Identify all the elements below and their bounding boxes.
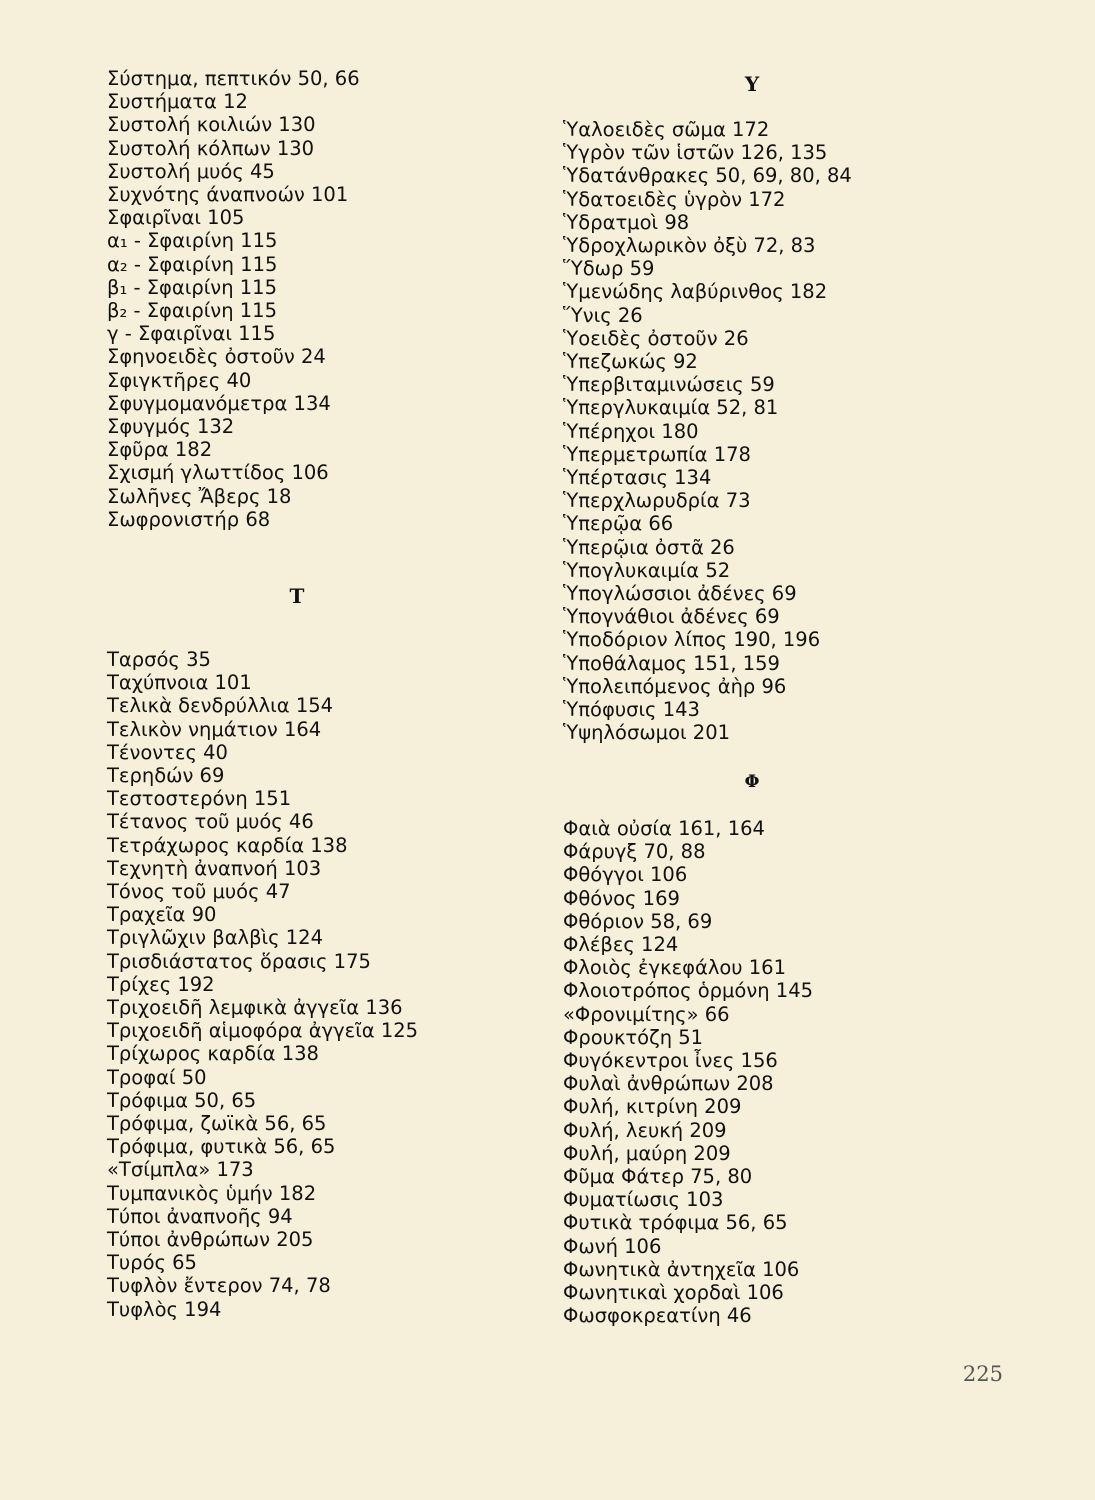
index-entry: Ὑδρατμοὶ 98	[563, 210, 690, 234]
index-entry: Ὑοειδὲς ὀστοῦν 26	[563, 326, 749, 350]
index-entry: Ὑπογλυκαιμία 52	[563, 558, 731, 582]
index-entry: Φωσφοκρεατίνη 46	[563, 1304, 752, 1328]
index-entry: Φάρυγξ 70, 88	[563, 840, 706, 864]
index-entry: Τεχνητὴ ἀναπνοή 103	[107, 856, 322, 880]
index-entry: Τυρός 65	[107, 1251, 197, 1275]
index-entry: Σωλῆνες Ἄβερς 18	[107, 484, 292, 508]
index-entry: Φωνητικαὶ χορδαὶ 106	[563, 1281, 784, 1305]
index-entry: Συστήματα 12	[107, 90, 248, 114]
index-list-y	[563, 118, 852, 744]
index-entry: Ὑγρὸν τῶν ἱστῶν 126, 135	[563, 141, 828, 165]
index-entry: Τερηδών 69	[107, 764, 225, 788]
index-entry: Σφηνοειδὲς ὀστοῦν 24	[107, 345, 326, 369]
section-heading-f: Φ	[744, 772, 760, 792]
index-entry: α₂ - Σφαιρίνη 115	[107, 252, 278, 276]
index-entry: α₁ - Σφαιρίνη 115	[107, 229, 278, 253]
index-entry: Φλοιὸς ἐγκεφάλου 161	[563, 956, 786, 980]
index-list-t	[107, 648, 418, 1321]
index-entry: Τέτανος τοῦ μυός 46	[107, 810, 314, 834]
index-entry: Ὑπερχλωρυδρία 73	[563, 489, 751, 513]
index-entry: Τόνος τοῦ μυός 47	[107, 880, 291, 904]
index-entry: Συστολή μυός 45	[107, 159, 275, 183]
index-entry: Ὑπερῷα 66	[563, 512, 674, 536]
index-entry: Τεστοστερόνη 151	[107, 787, 292, 811]
index-entry: Σφαιρῖναι 105	[107, 206, 245, 230]
index-entry: Τρόφιμα, φυτικὰ 56, 65	[107, 1135, 336, 1159]
index-entry: Τρόφιμα 50, 65	[107, 1088, 257, 1112]
index-entry: Ὑψηλόσωμοι 201	[563, 721, 731, 745]
index-entry: γ - Σφαιρῖναι 115	[107, 322, 276, 346]
index-entry: Φρουκτόζη 51	[563, 1025, 704, 1049]
page-number: 225	[962, 1362, 1003, 1386]
index-entry: β₂ - Σφαιρίνη 115	[107, 299, 277, 323]
index-entry: Τρισδιάστατος ὅρασις 175	[107, 949, 371, 973]
section-heading-y: Υ	[744, 72, 760, 96]
index-entry: Συστολή κοιλιών 130	[107, 113, 316, 137]
index-entry: Ταχύπνοια 101	[107, 671, 252, 695]
index-entry: Σφιγκτῆρες 40	[107, 368, 252, 392]
index-entry: «Φρονιμίτης» 66	[563, 1002, 730, 1026]
index-entry: Ταρσός 35	[107, 648, 211, 671]
index-entry: Φωνητικὰ ἀντηχεῖα 106	[563, 1257, 800, 1281]
index-entry: Ὑπολειπόμενος ἀὴρ 96	[563, 674, 787, 698]
index-entry: Φθόριον 58, 69	[563, 909, 713, 933]
index-entry: Τριχοειδῆ αἱμοφόρα ἀγγεῖα 125	[107, 1019, 419, 1043]
index-entry: Ὑπέρτασις 134	[563, 466, 712, 490]
index-entry: Φυματίωσις 103	[563, 1188, 724, 1212]
index-list-s	[107, 67, 360, 531]
index-entry: Φθόγγοι 106	[563, 863, 688, 887]
index-entry: Τελικὸν νημάτιον 164	[107, 717, 322, 741]
index-entry: Τροφαί 50	[107, 1065, 207, 1089]
index-entry: Τριχοειδῆ λεμφικὰ ἀγγεῖα 136	[107, 996, 403, 1020]
index-entry: Φθόνος 169	[563, 886, 680, 910]
index-entry: Φωνή 106	[563, 1234, 662, 1258]
index-entry: Τελικὰ δενδρύλλια 154	[107, 694, 334, 718]
index-entry: Ὑπόφυσις 143	[563, 698, 700, 722]
index-entry: Σύστημα, πεπτικόν 50, 66	[107, 67, 360, 90]
index-entry: Φυλαὶ ἀνθρώπων 208	[563, 1072, 774, 1096]
index-entry: Τύποι ἀνθρώπων 205	[107, 1228, 314, 1252]
index-entry: Φυλή, κιτρίνη 209	[563, 1095, 742, 1119]
index-entry: Ὑπερῷια ὀστᾶ 26	[563, 535, 735, 559]
index-list-f	[563, 817, 813, 1327]
index-entry: Ὑδατοειδὲς ὑγρὸν 172	[563, 187, 786, 211]
index-entry: Φυλή, μαύρη 209	[563, 1141, 731, 1165]
index-entry: Τραχεῖα 90	[107, 903, 217, 927]
index-entry: Σωφρονιστήρ 68	[107, 507, 271, 531]
index-entry: Τριγλῶχιν βαλβὶς 124	[107, 926, 323, 950]
index-entry: Φυτικὰ τρόφιμα 56, 65	[563, 1211, 788, 1235]
index-entry: Ὑπερμετρωπία 178	[563, 442, 751, 466]
index-entry: Φυλή, λευκή 209	[563, 1118, 727, 1142]
index-entry: Σφυγμομανόμετρα 134	[107, 391, 331, 415]
index-entry: Σχισμή γλωττίδος 106	[107, 461, 329, 485]
index-entry: Τύποι ἀναπνοῆς 94	[107, 1204, 293, 1228]
index-entry: Ὑπογλώσσιοι ἀδένες 69	[563, 582, 797, 606]
index-entry: «Τσίμπλα» 173	[107, 1158, 254, 1182]
index-entry: Ὑδροχλωρικὸν ὀξὺ 72, 83	[563, 234, 816, 258]
index-entry: Ὑμενώδης λαβύρινθος 182	[563, 280, 828, 304]
index-entry: Φλοιοτρόπος ὁρμόνη 145	[563, 979, 814, 1003]
index-entry: Φαιὰ οὐσία 161, 164	[563, 817, 765, 840]
index-entry: Ὑδατάνθρακες 50, 69, 80, 84	[563, 164, 852, 188]
index-entry: Τετράχωρος καρδία 138	[107, 833, 348, 857]
index-entry: Τυφλὸς 194	[107, 1297, 222, 1321]
index-entry: Σφυγμός 132	[107, 415, 235, 439]
index-entry: Τρίχωρος καρδία 138	[107, 1042, 319, 1066]
index-entry: Συστολή κόλπων 130	[107, 136, 315, 160]
index-entry: Ὑπέρηχοι 180	[563, 419, 699, 443]
index-entry: Φλέβες 124	[563, 933, 679, 957]
index-entry: Ὕνις 26	[563, 303, 643, 327]
index-entry: Φυγόκεντροι ἶνες 156	[563, 1049, 778, 1073]
index-entry: Τυμπανικὸς ὑμήν 182	[107, 1181, 317, 1205]
index-entry: Τυφλὸν ἔντερον 74, 78	[107, 1274, 331, 1298]
index-entry: β₁ - Σφαιρίνη 115	[107, 275, 277, 299]
index-entry: Ὑπογνάθιοι ἀδένες 69	[563, 605, 780, 629]
index-entry: Ὑπερβιταμινώσεις 59	[563, 373, 775, 397]
index-entry: Τρόφιμα, ζωϊκὰ 56, 65	[107, 1112, 327, 1136]
index-entry: Ὕδωρ 59	[563, 257, 655, 281]
index-entry: Τένοντες 40	[107, 740, 228, 764]
section-heading-t: Τ	[289, 584, 305, 608]
index-entry: Συχνότης άναπνοών 101	[107, 183, 349, 207]
index-entry: Ὑποδόριον λίπος 190, 196	[563, 628, 821, 652]
index-entry: Ὑπεργλυκαιμία 52, 81	[563, 396, 779, 420]
index-entry: Τρίχες 192	[107, 972, 215, 996]
index-entry: Ὑπεζωκώς 92	[563, 350, 698, 374]
index-entry: Ὑποθάλαμος 151, 159	[563, 651, 780, 675]
index-entry: Σφῦρα 182	[107, 438, 213, 462]
index-entry: Φῦμα Φάτερ 75, 80	[563, 1165, 753, 1189]
index-entry: Ὑαλοειδὲς σῶμα 172	[563, 118, 770, 141]
